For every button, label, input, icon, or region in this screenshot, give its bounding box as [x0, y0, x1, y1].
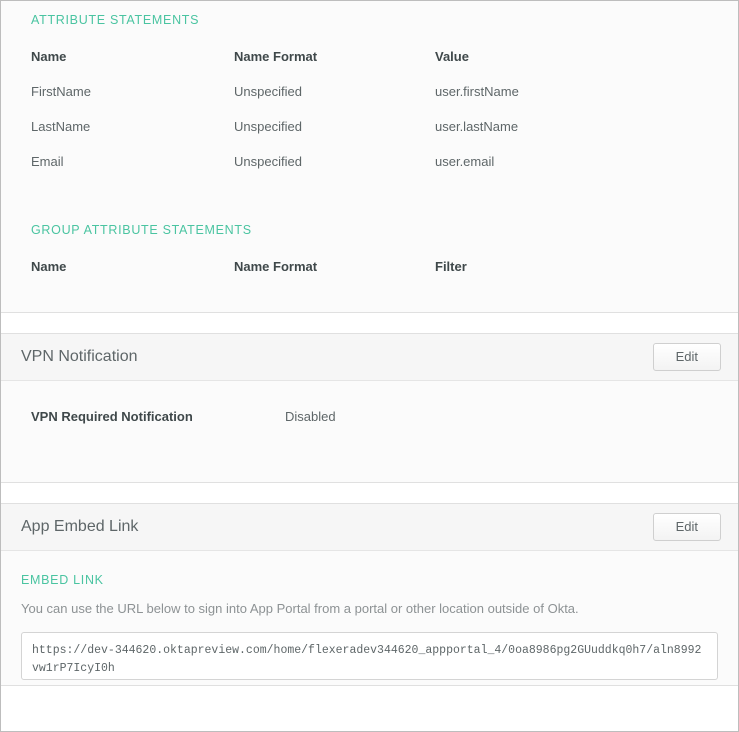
- attribute-statements-section: [1, 1, 738, 313]
- column-header-filter: Filter: [435, 259, 467, 274]
- vpn-notification-header: [1, 334, 738, 381]
- cell-value: user.lastName: [435, 119, 519, 134]
- app-embed-link-card: [1, 503, 738, 686]
- vpn-required-notification-label: VPN Required Notification: [31, 409, 193, 424]
- cell-name: FirstName: [31, 84, 91, 99]
- column-header-name: Name: [31, 259, 67, 274]
- table-header-row: [31, 259, 708, 294]
- cell-name-format: Unspecified: [234, 154, 302, 169]
- vpn-notification-card: [1, 333, 738, 483]
- table-row: [31, 119, 708, 154]
- app-embed-link-edit-button[interactable]: Edit: [653, 513, 721, 541]
- group-attribute-statements-title: GROUP ATTRIBUTE STATEMENTS: [31, 223, 252, 237]
- vpn-notification-title: VPN Notification: [21, 348, 138, 365]
- table-row: [31, 84, 708, 119]
- attribute-statements-table: [31, 49, 708, 189]
- vpn-notification-edit-button[interactable]: Edit: [653, 343, 721, 371]
- cell-value: user.firstName: [435, 84, 519, 99]
- vpn-notification-content: [1, 381, 738, 482]
- column-header-value: Value: [435, 49, 469, 64]
- section-spacer-2: [1, 483, 738, 503]
- cell-name-format: Unspecified: [234, 84, 302, 99]
- attribute-statements-title: ATTRIBUTE STATEMENTS: [31, 13, 200, 27]
- group-attribute-statements-table: [31, 259, 708, 294]
- cell-value: user.email: [435, 154, 495, 169]
- embed-link-description: You can use the URL below to sign into App Portal from a portal or other location outside of Okta.: [21, 601, 579, 616]
- app-embed-link-title: App Embed Link: [21, 518, 139, 535]
- cell-name-format: Unspecified: [234, 119, 302, 134]
- embed-link-label: EMBED LINK: [21, 573, 104, 587]
- embed-link-input[interactable]: [21, 632, 718, 680]
- vpn-required-notification-row: [31, 409, 708, 424]
- app-embed-link-header: [1, 504, 738, 551]
- cell-name: LastName: [31, 119, 91, 134]
- column-header-name-format: Name Format: [234, 259, 318, 274]
- table-header-row: [31, 49, 708, 84]
- cell-name: Email: [31, 154, 64, 169]
- column-header-name: Name: [31, 49, 67, 64]
- app-embed-link-content: [1, 551, 738, 685]
- section-spacer: [1, 313, 738, 333]
- column-header-name-format: Name Format: [234, 49, 318, 64]
- vpn-required-notification-value: Disabled: [285, 409, 336, 424]
- table-row: [31, 154, 708, 189]
